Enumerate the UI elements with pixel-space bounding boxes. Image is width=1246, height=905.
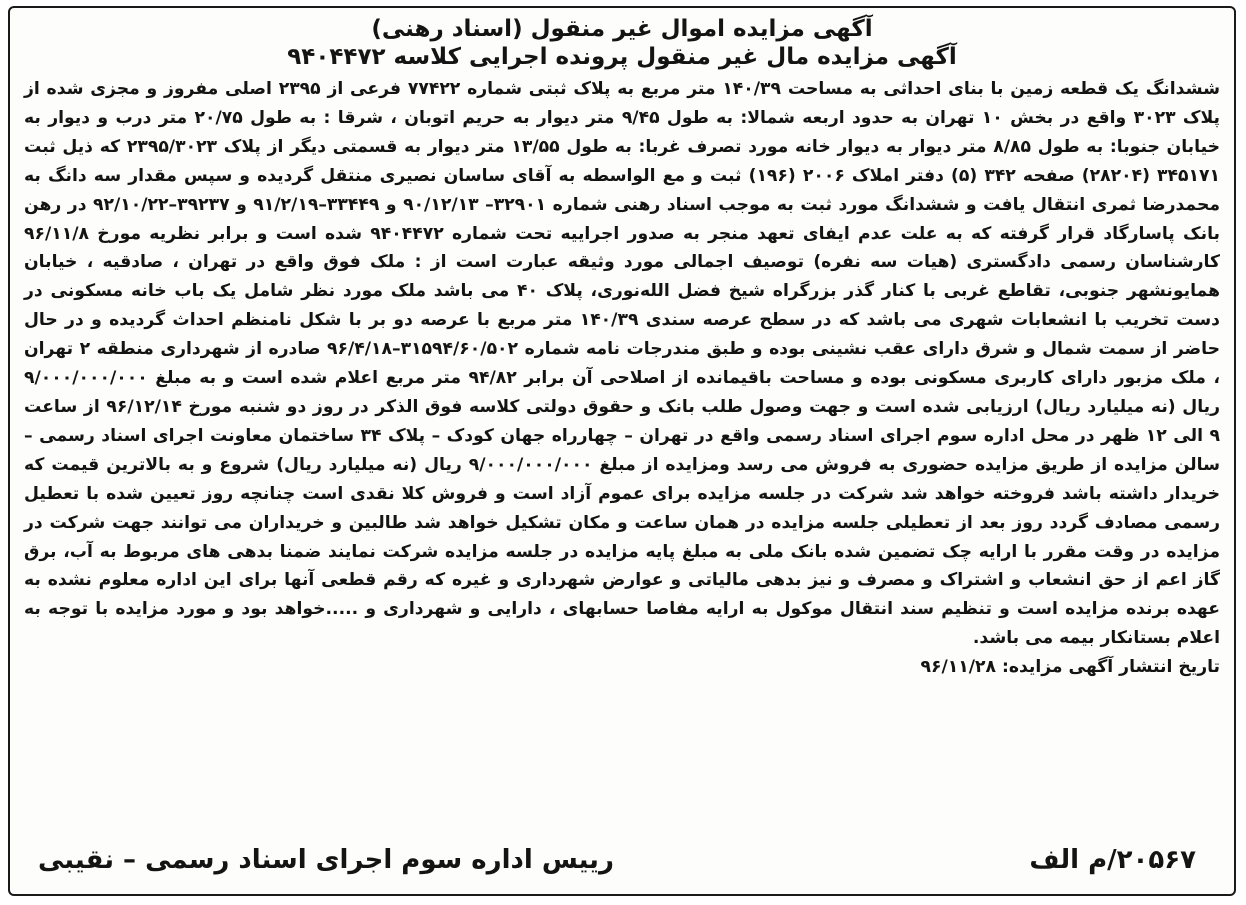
notice-content [10, 8, 1234, 681]
notice-title: آگهی مزایده اموال غیر منقول (اسناد رهنی) [371, 16, 873, 42]
notice-frame [8, 6, 1236, 896]
notice-body: ششدانگ یک قطعه زمین با بنای احداثی به مساحت ۱۴۰/۳۹ متر مربع به پلاک ثبتی شماره ۷۷۴۲۲ فرعی از ۲۳۹۵ اصلی مفروز و مجزی شده از پلاک ۳۰۲۳ واقع در بخش ۱۰ تهران به حدود اربعه شمالا: به طول ۹/۴۵ متر دیوار به حریم اتوبان ، شرقا : به طول ۲۰/۷۵ متر درب و دیوار به خیابان جنوبا: به طول ۸/۸۵ متر دیوار به دیوار خانه مورد تصرف غربا: به طول ۱۳/۵۵ متر دیوار به قسمتی دیگر از پلاک ۲۳۹۵/۳۰۲۳ که ذیل ثبت ۳۴۵۱۷۱ (۲۸۲۰۴) صفحه ۳۴۲ (۵) دفتر املاک ۲۰۰۶ (۱۹۶) ثبت و مع الواسطه به آقای ساسان نصیری منتقل گردیده و سپس مقدار سه دانگ به محمدرضا ثمری انتقال یافت و ششدانگ مورد ثبت به موجب اسناد رهنی شماره ۳۲۹۰۱– ۹۰/۱۲/۱۳ و ۳۳۴۴۹–۹۱/۲/۱۹ و ۳۹۲۳۷–۹۲/۱۰/۲۲ در رهن بانک پاسارگاد قرار گرفته که به علت عدم ایفای تعهد منجر به صدور اجراییه تحت شماره ۹۴۰۴۴۷۲ شده است و برابر نظریه مورخ ۹۶/۱۱/۸ کارشناسان رسمی دادگستری (هیات سه نفره) توصیف اجمالی مورد وثیقه عبارت است از : ملک فوق واقع در تهران ، صادقیه ، خیابان همایونشهر جنوبی، تقاطع غربی با کنار گذر بزرگراه شیخ فضل الله‌نوری، پلاک ۴۰ می باشد ملک مورد نظر شامل یک باب خانه مسکونی در دست تخریب با انشعابات شهری می باشد که در سطح عرصه سندی ۱۴۰/۳۹ متر مربع با عرصه دو بر با شکل نامنظم احداث گردیده و در حال حاضر از سمت شمال و شرق دارای عقب نشینی بوده و طبق مندرجات نامه شماره ۳۱۵۹۴/۶۰/۵۰۲–۹۶/۴/۱۸ صادره از شهرداری منطقه ۲ تهران ، ملک مزبور دارای کاربری مسکونی بوده و مساحت باقیمانده از اصلاحی آن برابر ۹۴/۸۲ متر مربع اعلام شده است و به مبلغ ۹/۰۰۰/۰۰۰/۰۰۰ ریال (نه میلیارد ریال) ارزیابی شده است و جهت وصول طلب بانک و حقوق دولتی کلاسه فوق الذکر در روز دو شنبه مورخ ۹۶/۱۲/۱۴ از ساعت ۹ الی ۱۲ ظهر در محل اداره سوم اجرای اسناد رسمی واقع در تهران – چهارراه جهان کودک – پلاک ۳۴ ساختمان معاونت اجرای اسناد رسمی – سالن مزایده از طریق مزایده حضوری به فروش می رسد ومزایده از مبلغ ۹/۰۰۰/۰۰۰/۰۰۰ ریال (نه میلیارد ریال) شروع و به بالاترین قیمت که خریدار داشته باشد فروخته خواهد شد شرکت در جلسه مزایده برای عموم آزاد است و فروش کلا نقدی است چنانچه روز تعیین شده با تعطیل رسمی مصادف گردد روز بعد از تعطیلی جلسه مزایده در همان ساعت و مکان تشکیل خواهد شد طالبین و خریداران می توانند جهت شرکت در مزایده در وقت مقرر با ارایه چک تضمین شده بانک ملی به مبلغ پایه مزایده در جلسه مزایده شرکت نمایند ضمنا بدهی های مربوط به آب، برق گاز اعم از حق انشعاب و اشتراک و مصرف و نیز بدهی مالیاتی و عوارض شهرداری و غیره که رقم قطعی آنها برای این اداره معلوم نشده به عهده برنده مزایده است و تنظیم سند انتقال موکول به ارایه مفاصا حسابهای ، دارایی و شهرداری و .....خواهد بود و مورد مزایده با توجه به اعلام بستانکار بیمه می باشد. [24, 79, 1221, 649]
notice-footer [28, 840, 1216, 880]
reference-code: ۲۰۵۶۷/م الف [1029, 845, 1196, 875]
notice-subtitle: آگهی مزایده مال غیر منقول پرونده اجرایی کلاسه ۹۴۰۴۴۷۲ [287, 44, 957, 70]
publication-date: تاریخ انتشار آگهی مزایده: ۹۶/۱۱/۲۸ [920, 657, 1220, 678]
signature-line: رییس اداره سوم اجرای اسناد رسمی – نقیبی [38, 845, 614, 875]
